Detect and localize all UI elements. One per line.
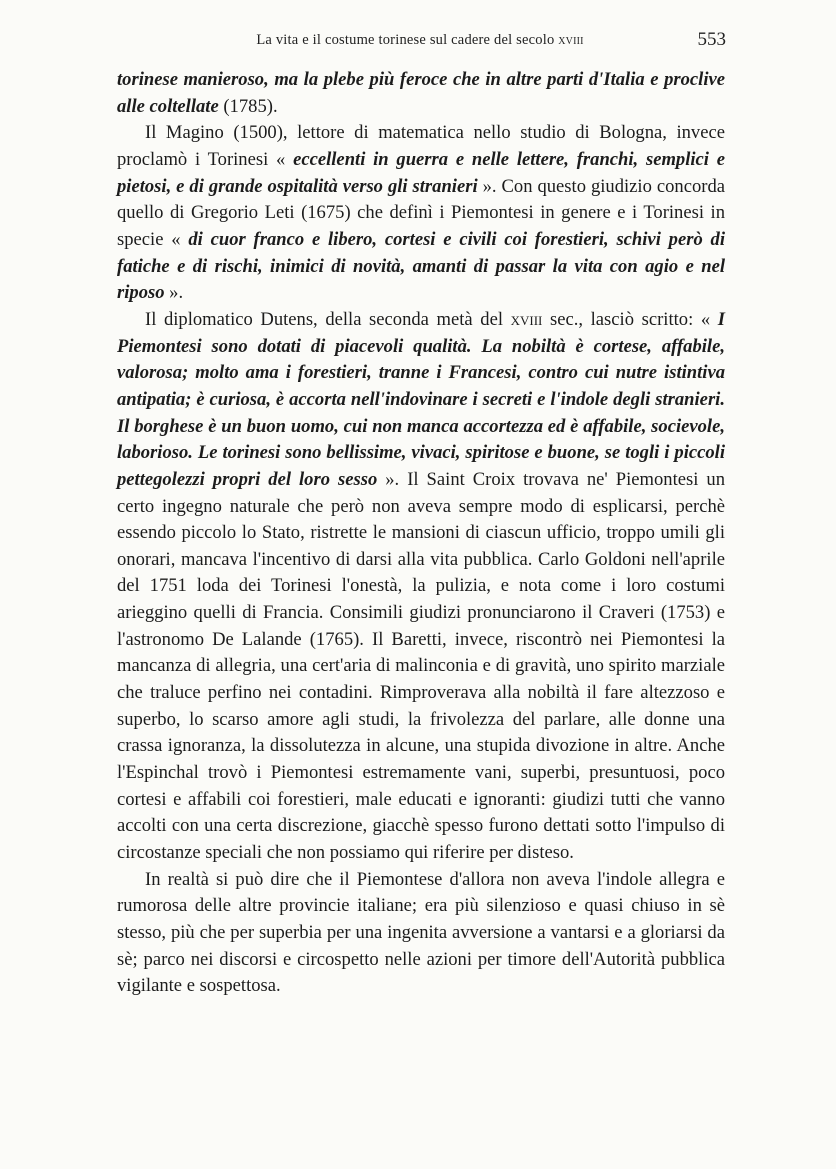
paragraph-text: sec., lasciò scritto: « <box>542 308 718 330</box>
paragraph-text: ». Il Saint Croix trovava ne' Piemontesi un certo ingegno naturale che però non aveva sempre modo di esplicarsi, perchè essendo piccolo lo Stato, ristrette le mansioni di ciascun ufficio, troppo umili gli onorari, mancava l'incentivo di darsi alla vita pubblica. Carlo Goldoni nell'aprile del 1751 loda dei Torinesi l'onestà, la pulizia, e nota come i loro costumi arieggino quelli di Francia. Consimili giudizi pronunciarono il Craveri (1753) e l'astronomo De Lalande (1765). Il Baretti, invece, riscontrò nei Piemontesi la mancanza di allegria, una cert'aria di malinconia e di gravità, uno spirito marziale che traluce perfino nei contadini. Rimproverava alla nobiltà il fare altezzoso e superbo, lo scarso amore agli studi, la frivolezza del parlare, alle donne una crassa ignoranza, la dissolutezza in alcune, una stupida divozione in altre. Anche l'Espinchal trovò i Piemontesi estremamente vani, superbi, presuntuosi, poco cortesi e affabili coi forestieri, male educati e ignoranti: giudizi tutti che vanno accolti con una certa discrezione, giacchè spesso furono dettati sotto l'impulso di circostanze speciali che non possiamo qui riferire per disteso. <box>117 468 725 864</box>
paragraph-conclusion <box>117 867 725 1000</box>
running-head-century: xviii <box>558 33 584 48</box>
paragraph-text: (1785). <box>218 95 278 117</box>
paragraph-text: Il diplomatico Dutens, della seconda metà del <box>145 308 511 330</box>
paragraph-text: Il Magino (1500), lettore di matematica nello studio di Bologna, invece proclamò i Torinesi « <box>117 122 725 170</box>
quote-italic: eccellenti in guerra e nelle lettere, franchi, semplici e pietosi, e di grande ospitalità verso gli stranieri <box>117 148 725 197</box>
paragraph-text: ». <box>164 282 184 304</box>
century-numeral: xviii <box>510 308 543 330</box>
paragraph-dutens <box>117 307 725 867</box>
paragraph-text: ». Con questo giudizio concorda quello di Gregorio Leti (1675) che definì i Piemontesi in genere e i Torinesi in specie « <box>117 175 725 250</box>
running-head-title: La vita e il costume torinese sul cadere del secolo <box>256 32 559 48</box>
running-head <box>200 32 640 49</box>
quote-italic: di cuor franco e libero, cortesi e civili coi forestieri, schivi però di fatiche e di rischi, inimici di novità, amanti di passar la vita con agio e nel riposo <box>117 228 725 304</box>
page-number: 553 <box>697 29 726 50</box>
paragraph-continuation <box>117 67 725 120</box>
paragraph-text: In realtà si può dire che il Piemontese d'allora non aveva l'indole allegra e rumorosa delle altre provincie italiane; era più silenzioso e quasi chiuso in sè stesso, più che per superbia per una ingenita avversione a vantarsi e a gloriarsi da sè; parco nei discorsi e circospetto nelle azioni per timore dell'Autorità pubblica vigilante e sospettosa. <box>117 868 725 997</box>
quote-italic: I Piemontesi sono dotati di piacevoli qualità. La nobiltà è cortese, affabile, valorosa; molto ama i forestieri, tranne i Francesi, contro cui nutre istintiva antipatia; è curiosa, è accorta nell'indovinare i secreti e l'indole degli stranieri. Il borghese è un buon uomo, cui non manca accortezza ed è affabile, socievole, laborioso. Le torinesi sono bellissime, vivaci, spiritose e buone, se togli i piccoli pettegolezzi propri del loro sesso <box>117 308 725 490</box>
quote-italic: torinese manieroso, ma la plebe più feroce che in altre parti d'Italia e proclive alle coltellate <box>117 69 725 117</box>
body-text <box>117 67 725 1000</box>
paragraph-magino <box>117 120 725 307</box>
